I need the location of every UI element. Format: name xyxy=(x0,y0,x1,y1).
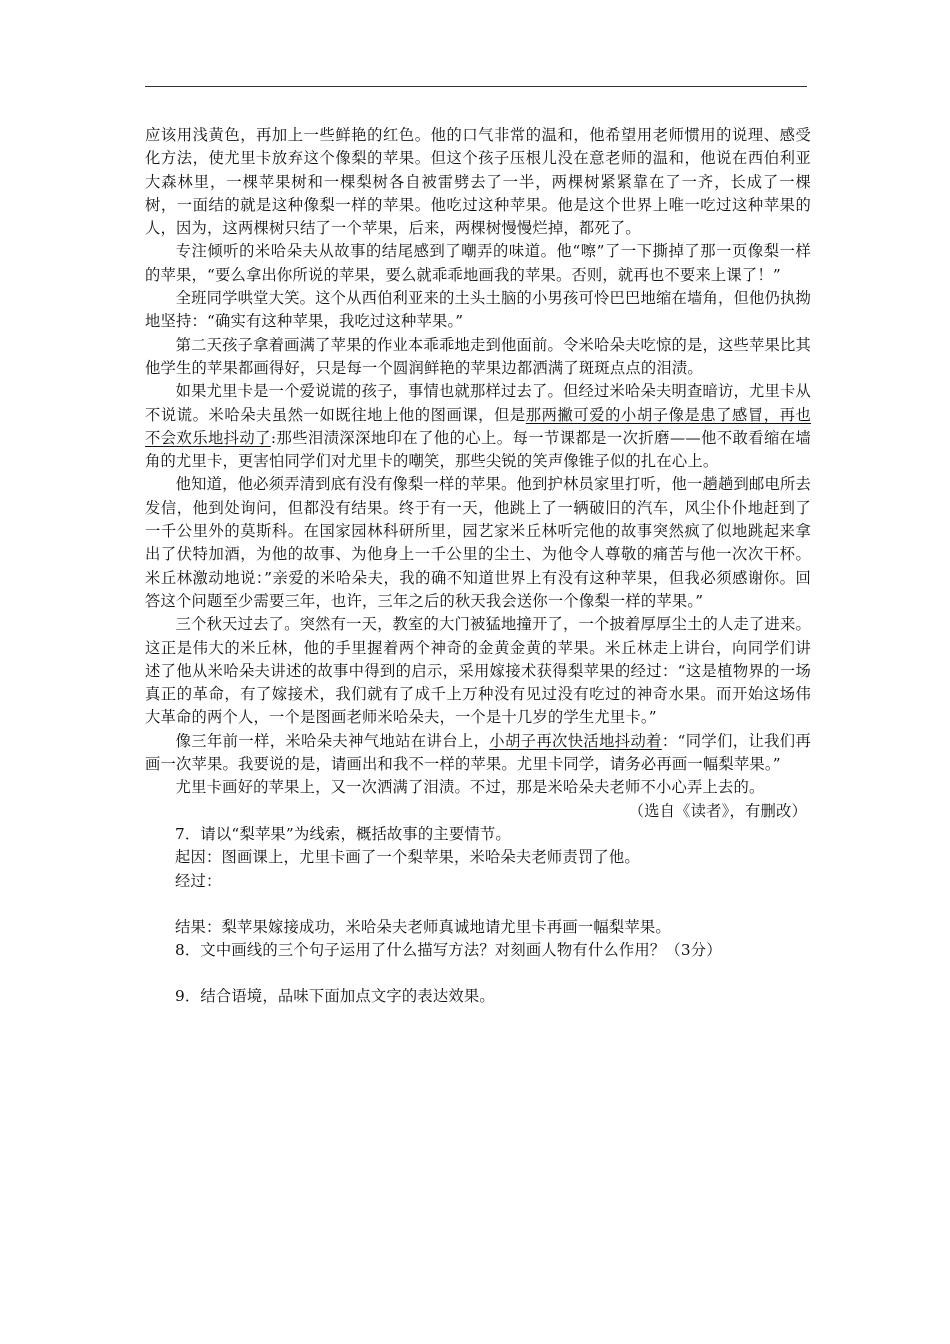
paragraph-1: 应该用浅黄色，再加上一些鲜艳的红色。他的口气非常的温和，他希望用老师惯用的说理、感受化方法，使尤里卡放弃这个像梨的苹果。但这个孩子压根儿没在意老师的温和，他说在西伯利亚大森林里，一棵苹果树和一棵梨树各自被雷劈去了一半，两棵树紧紧靠在了一齐，长成了一棵树，一面结的就是这种像梨一样的苹果。他吃过这种苹果。他是这个世界上唯一吃过这种苹果的人，因为，这两棵树只结了一个苹果，后来，两棵树慢慢烂掉，都死了。 xyxy=(145,126,811,238)
paragraph-5 xyxy=(145,380,811,473)
underlined-sentence-2: 小胡子再次快活地抖动着 xyxy=(489,731,662,750)
paragraph-6: 他知道，他必须弄清到底有没有像梨一样的苹果。他到护林员家里打听，他一趟趟到邮电所去发信，他到处询问，但都没有结果。终于有一天，他跳上了一辆破旧的汽车，风尘仆仆地赶到了一千公里外的莫斯科。在国家园林科研所里，园艺家米丘林听完他的故事突然疯了似地跳起来拿出了伏特加酒，为他的故事、为他身上一千公里的尘土、为他令人尊敬的痛苦与他一次次干杯。米丘林激动地说：”亲爱的米哈朵夫，我的确不知道世界上有没有这种苹果，但我必须感谢你。回答这个问题至少需要三年，也许，三年之后的秋天我会送你一个像梨一样的苹果。” xyxy=(145,475,811,610)
question-8: 8．文中画线的三个句子运用了什么描写方法？对刻画人物有什么作用？（3分） xyxy=(175,941,722,960)
header-rule xyxy=(145,86,807,87)
source-citation: （选自《读者》，有删改） xyxy=(628,801,807,820)
reading-passage xyxy=(145,124,811,1009)
paragraph-3: 全班同学哄堂大笑。这个从西伯利亚来的土头土脑的小男孩可怜巴巴地缩在墙角，但他仍执拗地坚持：“确实有这种苹果，我吃过这种苹果。” xyxy=(145,289,811,331)
paragraph-8-text-a: 像三年前一样，米哈朵夫神气地站在讲台上， xyxy=(175,731,490,750)
question-7-process: 经过： xyxy=(175,871,222,890)
paragraph-8 xyxy=(145,730,811,777)
paragraph-2: 专注倾听的米哈朵夫从故事的结尾感到了嘲弄的味道。他“嚓”了一下撕掉了那一页像梨一样的苹果，“要么拿出你所说的苹果，要么就乖乖地画我的苹果。否则，就再也不要来上课了！” xyxy=(145,242,811,284)
underlined-sentence-1: 那两撇可爱的小胡子像是患了感冒，再也不会欢乐地抖动了 xyxy=(145,405,811,447)
answer-space xyxy=(145,962,811,985)
paragraph-7: 三个秋天过去了。突然有一天，教室的大门被猛地撞开了，一个披着厚厚尘土的人走了进来。这正是伟大的米丘林，他的手里握着两个神奇的金黄金黄的苹果。米丘林走上讲台，向同学们讲述了他从米哈朵夫讲述的故事中得到的启示，采用嫁接术获得梨苹果的经过：“这是植物界的一场真正的革命，有了嫁接术，我们就有了成千上万种没有见过没有吃过的神奇水果。而开始这场伟大革命的两个人，一个是图画老师米哈朵夫，一个是十几岁的学生尤里卡。” xyxy=(145,615,811,727)
paragraph-4: 第二天孩子拿着画满了苹果的作业本乖乖地走到他面前。令米哈朵夫吃惊的是，这些苹果比其他学生的苹果都画得好，只是每一个圆润鲜艳的苹果边都洒满了斑斑点点的泪渍。 xyxy=(145,335,811,377)
question-7: 7．请以“梨苹果”为线索，概括故事的主要情节。 xyxy=(175,824,511,843)
paragraph-5-text-b: :那些泪渍深深地印在了他的心上。每一节课都是一次折磨——他不敢看缩在墙角的尤里卡，更害怕同学们对尤里卡的嘲笑，那些尖锐的笑声像锥子似的扎在心上。 xyxy=(145,428,812,471)
question-7-cause: 起因：图画课上，尤里卡画了一个梨苹果，米哈朵夫老师责罚了他。 xyxy=(175,848,640,867)
paragraph-9: 尤里卡画好的苹果上，又一次洒满了泪渍。不过，那是米哈朵夫老师不小心弄上去的。 xyxy=(175,778,765,797)
paragraph-8-text-b: ：“同学们，让我们再画一次苹果。我要说的是，请画出和我不一样的苹果。尤里卡同学，请务必再画一幅梨苹果。” xyxy=(145,731,811,774)
question-7-result: 结果：梨苹果嫁接成功，米哈朵夫老师真诚地请尤里卡再画一幅梨苹果。 xyxy=(175,917,671,936)
paragraph-5-text-a: 如果尤里卡是一个爱说谎的孩子，事情也就那样过去了。但经过米哈朵夫明查暗访，尤里卡从不说谎。米哈朵夫虽然一如既往地上他的图画课，但是 xyxy=(145,382,811,424)
question-9: 9．结合语境，品味下面加点文字的表达效果。 xyxy=(175,987,495,1006)
answer-space xyxy=(145,893,811,916)
